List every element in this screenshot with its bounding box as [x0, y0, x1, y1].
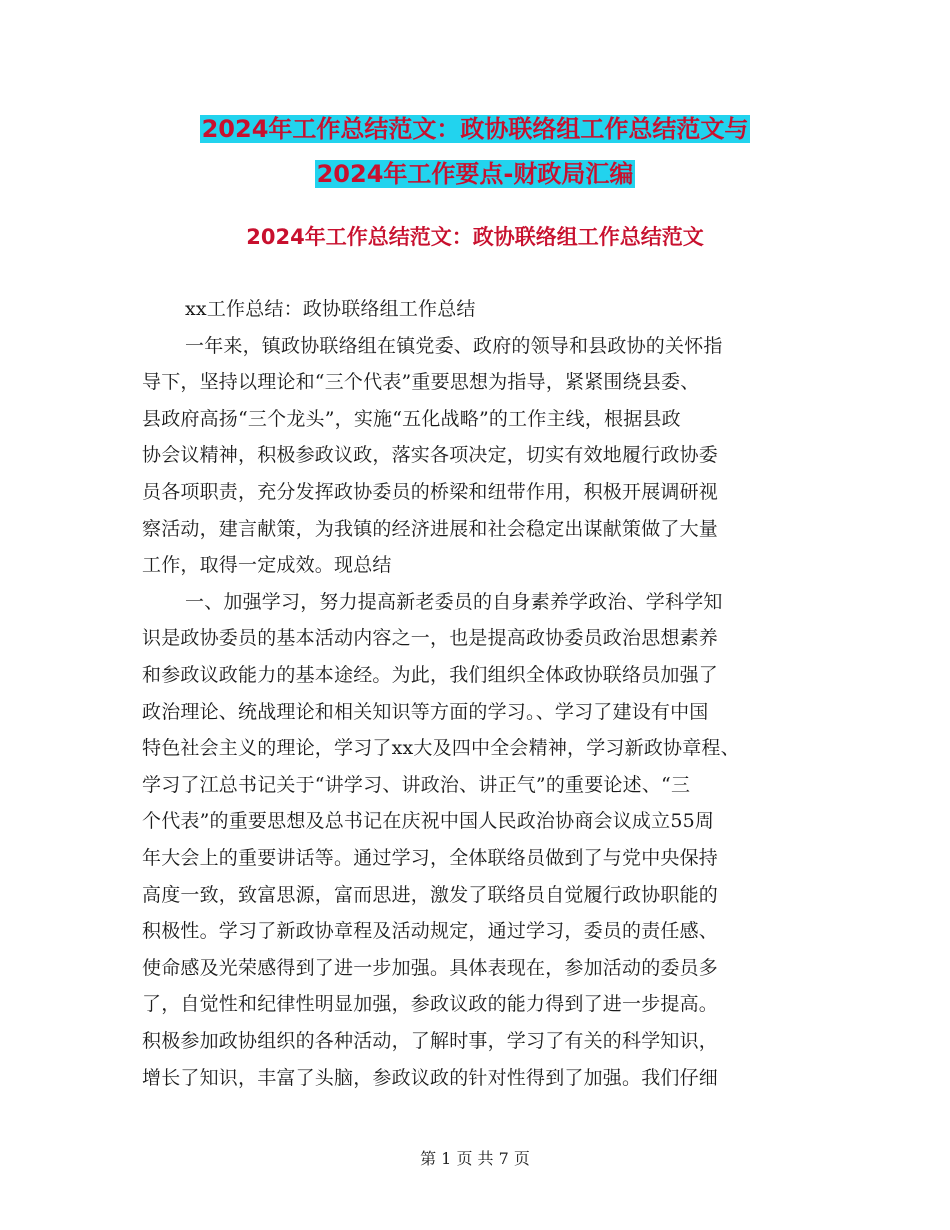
page-footer: 第 1 页 共 7 页 [420, 1149, 530, 1168]
body-line: 特色社会主义的理论，学习了xx大及四中全会精神，学习新政协章程、 [142, 737, 740, 760]
body-line: 员各项职责，充分发挥政协委员的桥梁和纽带作用，积极开展调研视 [142, 481, 719, 503]
body-line: 个代表”的重要思想及总书记在庆祝中国人民政治协商会议成立55周 [142, 810, 715, 833]
body-line: 了，自觉性和纪律性明显加强，参政议政的能力得到了进一步提高。 [142, 993, 719, 1016]
body-line: 工作，取得一定成效。现总结 [142, 554, 392, 577]
body-line: 年大会上的重要讲话等。通过学习，全体联络员做到了与党中央保持 [142, 847, 719, 869]
main-title-line-2 [0, 157, 950, 191]
body-line: 识是政协委员的基本活动内容之一，也是提高政协委员政治思想素养 [142, 627, 719, 650]
body-line: xx工作总结：政协联络组工作总结 [185, 298, 476, 320]
body-line: 导下，坚持以理论和“三个代表”重要思想为指导，紧紧围绕县委、 [142, 371, 700, 394]
main-title-line-1 [0, 112, 950, 146]
body-line: 一、加强学习，努力提高新老委员的自身素养学政治、学科学知 [185, 590, 723, 613]
title-highlight-1: 2024年工作总结范文：政协联络组工作总结范文与 [201, 115, 749, 143]
body-line: 协会议精神，积极参政议政，落实各项决定，切实有效地履行政协委 [142, 444, 719, 467]
body-line: 政治理论、统战理论和相关知识等方面的学习。、学习了建设有中国 [142, 700, 709, 723]
body-line: 高度一致，致富思源，富而思进，激发了联络员自觉履行政协职能的 [142, 883, 719, 906]
body-line: 一年来，镇政协联络组在镇党委、政府的领导和县政协的关怀指 [185, 334, 723, 357]
section-subtitle: 2024年工作总结范文：政协联络组工作总结范文 [246, 225, 704, 249]
body-line: 县政府高扬“三个龙头”，实施“五化战略”的工作主线，根据县政 [142, 407, 681, 430]
body-line: 增长了知识，丰富了头脑，参政议政的针对性得到了加强。我们仔细 [142, 1066, 719, 1089]
body-line: 积极性。学习了新政协章程及活动规定，通过学习，委员的责任感、 [142, 920, 719, 943]
body-line: 使命感及光荣感得到了进一步加强。具体表现在，参加活动的委员多 [142, 956, 719, 979]
title-highlight-2: 2024年工作要点-财政局汇编 [316, 160, 634, 188]
body-line: 察活动，建言献策，为我镇的经济进展和社会稳定出谋献策做了大量 [142, 517, 719, 540]
body-line: 学习了江总书记关于“讲学习、讲政治、讲正气”的重要论述、“三 [142, 773, 691, 796]
body-line: 积极参加政协组织的各种活动，了解时事，学习了有关的科学知识， [142, 1030, 719, 1052]
body-line: 和参政议政能力的基本途经。为此，我们组织全体政协联络员加强了 [142, 664, 719, 686]
